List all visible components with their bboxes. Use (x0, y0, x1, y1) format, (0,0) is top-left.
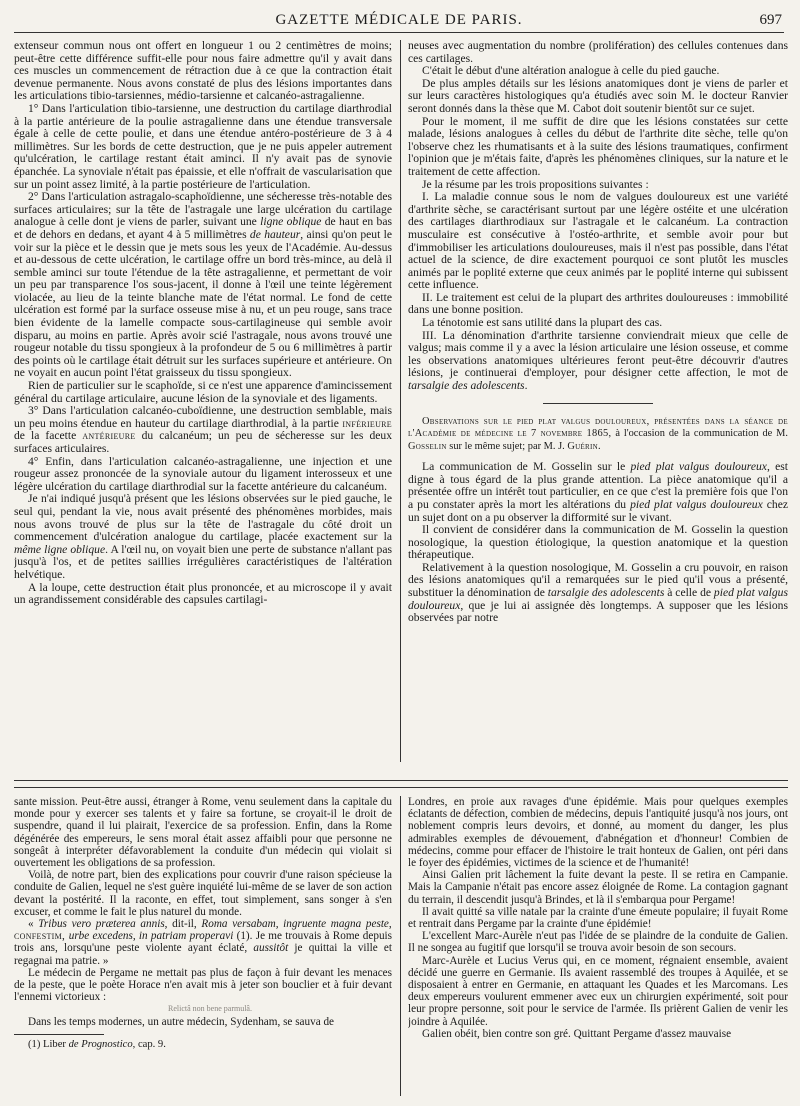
paragraph: I. La maladie connue sous le nom de valgues douloureux est une variété d'arthrite sèche, se caractérisant surtout par une légère ostéite et une ulcération des cartilages diarthrodiaux sur l'astragale et le calcanéum. La contraction musculaire est consécutive à l'ostéo-arthrite, et semble avoir pour but d'immobiliser les articulations douloureuses, mais il n'est pas possible, dans l'état actuel de la science, de dire exactement pourquoi ce sont plutôt les muscles animés par le poplité externe que ceux animés par le poplité interne qui subissent cette influence. (408, 190, 788, 292)
paragraph: A la loupe, cette destruction était plus prononcée, et au microscope il y avait un agrandissement considérable des capsules cartilagi- (14, 580, 392, 607)
paragraph: II. Le traitement est celui de la plupart des arthrites douloureuses : immobilité dans une bonne position. (408, 290, 788, 317)
paragraph: Il avait quitté sa ville natale par la crainte d'une émeute populaire; il fuyait Rome et rentrait dans Pergame par la crainte d'une épidémie! (408, 905, 788, 931)
paragraph: L'excellent Marc-Aurèle n'eut pas l'idée de se plaindre de la conduite de Galien. Il ne songea au fugitif que lorsqu'il se trouva avoir besoin de son secours. (408, 930, 788, 955)
column-divider (400, 40, 401, 762)
paragraph: 2° Dans l'articulation astragalo-scaphoïdienne, une sécheresse très-notable des surfaces articulaires; sur la tête de l'astragale une large ulcération du cartilage analogue à celle dont je viens de parler, suivant une ligne oblique de haut en bas et de dehors en dedans, et ayant 4 à 5 millimètres de hauteur, ainsi qu'on peut le voir sur la pièce et le dessin que je mets sous les yeux de l'Académie. Au-dessus et au-dessous de cette ulcération, le cartilage offre un bord très-mince, au delà il semble aminci sur toute l'étendue de la tête astragalienne, et permettant de voir un peu par transparence l'os sous-jacent, il donne à l'œil une teinte légèrement violacée, au lieu de la teinte blanche mate de l'état normal. Le fond de cette ulcération est formé par la surface osseuse mise à nu, et un peu rouge, sans trace bien évidente de la lamelle compacte sous-cartilagineuse qui semble avoir disparu, au moins en partie. Après avoir scié l'astragale, nous avons trouvé une rougeur notable du tissu spongieux à la profondeur de 5 ou 6 millimètres à partir des points où le cartilage était détruit sur les surfaces supérieure et antérieure. On ne voyait en aucun point l'état graisseux du tissu spongieux. (14, 190, 392, 380)
paragraph: La communication de M. Gosselin sur le pied plat valgus douloureux, est digne à tous égard de la plus grande attention. La pièce anatomique qu'il a présentée offre un intérêt tout particulier, en ce que c'est la première fois que l'on a pu constater après la mort les altérations du pied plat valgus douloureux chez un sujet dont on a pu observer la difformité sur le vivant. (408, 460, 788, 524)
paragraph: Ainsi Galien prit lâchement la fuite devant la peste. Il se retira en Campanie. Mais la Campanie n'était pas encore assez éloignée de Rome. La contagion gagnant du terrain, il descendit jusqu'à Brindes, et là il s'embarqua pour Pergame! (408, 869, 788, 906)
right-column (408, 40, 788, 762)
paragraph: Pour le moment, il me suffit de dire que les lésions constatées sur cette malade, lésions analogues à celles du début de l'arthrite dite sèche, telle qu'on l'observe chez les rhumatisants et à la suite des lésions traumatiques, confirment l'opinion que je m'étais faite, d'après les phénomènes cliniques, sur la nature et le traitement de cette affection. (408, 114, 788, 178)
footnote-rule (14, 1034, 104, 1035)
paragraph: Je n'ai indiqué jusqu'à présent que les lésions observées sur le pied gauche, le seul qui, pendant la vie, nous avait présenté des phénomènes morbides, mais nous avons trouvé de plus sur la tête de l'astragale du côté droit un commencement d'ulcération analogue du cartilage, placée exactement sur la même ligne oblique. A l'œil nu, on voyait bien une perte de substance n'allant pas jusqu'à l'os, et de petites saillies irrégulières caractéristiques de l'altération helvétique. (14, 492, 392, 581)
paragraph: Relativement à la question nosologique, M. Gosselin a cru pouvoir, en raison des lésions anatomiques qu'il a remarquées sur le pied qu'il vous a présenté, substituer la dénomination de tarsalgie des adolescents à celle de pied plat valgus douloureux, que je lui ai assignée dès longtemps. A supposer que les lésions observées par notre (408, 560, 788, 625)
paragraph: neuses avec augmentation du nombre (prolifération) des cellules contenues dans ces cartilages. (408, 40, 788, 65)
paragraph: Rien de particulier sur le scaphoïde, si ce n'est une apparence d'amincissement général du cartilage articulaire, aucune lésion de la synoviale et des ligaments. (14, 379, 392, 405)
paragraph: 3° Dans l'articulation calcanéo-cuboïdienne, une destruction semblable, mais un peu moins étendue en hauteur du cartilage diarthrodial, à la partie inférieure de la facette antérieure du calcanéum; un peu de sécheresse sur les deux surfaces articulaires. (14, 404, 392, 455)
paragraph: 1° Dans l'articulation tibio-tarsienne, une destruction du cartilage diarthrodial à la partie antérieure de la poulie astragalienne dans une étendue transversale égale à celle de cette poulie, et dans une étendue antéro-postérieure de 3 à 4 millimètres. Sur les bords de cette destruction, que je ne puis appeler autrement qu'ulcération, le cartilage restant était aminci. Il n'y avait pas de synovie épanchée. La synoviale n'était pas épaissie, et elle n'offrait de vascularisation que sur un point assez limité, à la partie postérieure de l'articulation. (14, 101, 392, 191)
section-rule (543, 403, 653, 404)
bottom-left-column (14, 796, 392, 1096)
paragraph: C'était le début d'une altération analogue à celle du pied gauche. (422, 64, 720, 78)
paragraph: La ténotomie est sans utilité dans la plupart des cas. (422, 316, 663, 330)
page-header (14, 6, 784, 33)
paragraph: Voilà, de notre part, bien des explications pour couvrir d'une raison spécieuse la conduite de Galien, lequel ne s'est guère inquiété lui-même de se laver de son action devant la postérité. Il la raconte, en effet, tout simplement, sans songer à s'en excuser, et comme le fait le plus naturel du monde. (14, 869, 392, 918)
feuilleton-separator (14, 780, 788, 788)
paragraph: Londres, en proie aux ravages d'une épidémie. Mais pour quelques exemples éclatants de défection, combien de médecins, depuis l'antiquité jusqu'à nos jours, ont noblement compris leurs devoirs, et donné, au moment du danger, les plus admirables exemples de dévouement, d'abnégation et d'honneur! Combien de médecins, comme pour effacer de l'histoire le trait honteux de Galien, ont péri dans le foyer des épidémies, victimes de la science et de l'humanité! (408, 796, 788, 870)
footnote: (1) Liber de Prognostico, cap. 9. (28, 1038, 166, 1050)
paragraph: 4° Enfin, dans l'articulation calcanéo-astragalienne, une injection et une rougeur assez prononcée de la synoviale autour du ligament interosseux et une légère ulcération du cartilage diarthrodial sur la facette antérieure du calcanéum. (14, 454, 392, 493)
page-number: 697 (759, 12, 782, 28)
latin-quote: « Tribus vero præterea annis, dit-il, Roma versabam, ingruente magna peste, confestim, urbe excedens, in patriam properavi (1). Je me trouvais à Rome depuis trois ans, lorsqu'une peste violente ayant éclaté, aussitôt je quittai la ville et regagnai ma patrie. » (14, 918, 392, 967)
column-divider (400, 796, 401, 1096)
paragraph: Il convient de considérer dans la communication de M. Gosselin la question nosologique, la question étiologique, la question anatomique et la question thérapeutique. (408, 523, 788, 562)
bottom-right-column (408, 796, 788, 1096)
paragraph: De plus amples détails sur les lésions anatomiques dont je viens de parler et sur leurs caractères histologiques qu'a étudiés avec soin M. le docteur Ranvier seront donnés dans la thèse que M. Cabot doit soutenir bientôt sur ce sujet. (408, 76, 788, 115)
paragraph: extenseur commun nous ont offert en longueur 1 ou 2 centimètres de moins; peut-être cette différence suffit-elle pour nous faire admettre qu'il y avait dans ces muscles un commencement de rétraction due à ce que la contraction était devenue permanente. Nous avons constaté de plus des lésions importantes dans les articulations tibio-tarsiennes, médio-tarsienne et calcanéo-astragalienne. (14, 40, 392, 103)
left-column (14, 40, 392, 762)
paragraph: III. La dénomination d'arthrite tarsienne conviendrait mieux que celle de valgus; mais comme il y a avec la lésion articulaire une lésion osseuse, et comme les observations anatomiques ultérieures feront peut-être découvrir d'autres lésions, je continuerai d'employer, pour désigner cette affection, le mot de tarsalgie des adolescents. (408, 328, 788, 393)
faded-verse: Relictâ non bene parmulâ. (168, 1004, 252, 1014)
paragraph: sante mission. Peut-être aussi, étranger à Rome, venu seulement dans la capitale du monde pour y exercer ses talents et y faire sa fortune, se croyait-il le droit de suspendre, quand il lui plairait, l'exercice de sa profession. Enfin, dans la Rome dégénérée des empereurs, le sens moral était assez affaibli pour que personne ne songeât à interpréter défavorablement la conduite d'un médecin qui violait si ouvertement les obligations de sa profession. (14, 796, 392, 870)
paragraph: Dans les temps modernes, un autre médecin, Sydenham, se sauva de (28, 1015, 335, 1028)
paragraph: Marc-Aurèle et Lucius Verus qui, en ce moment, régnaient ensemble, avaient décidé une guerre en Germanie. Ils avaient rassemblé des troupes à Aquilée, et se disposaient à entrer en Germanie, en attaquant les Quades et les Marcomans. Les deux empereurs voulurent emmener avec eux un chirurgien expérimenté, soit pour leur propre personne, soit pour le service de l'armée. Ils prièrent Galien de venir les joindre à Aquilée. (408, 954, 788, 1028)
paragraph: Je la résume par les trois propositions suivantes : (422, 177, 649, 191)
journal-title: GAZETTE MÉDICALE DE PARIS. (275, 12, 523, 28)
section-title: Observations sur le pied plat valgus douloureux, présentées dans la séance de l'Académie de médecine le 7 novembre 1865, à l'occasion de la communication de M. Gosselin sur le même sujet; par M. J. Guérin. (408, 415, 788, 452)
paragraph: Galien obéit, bien contre son gré. Quittant Pergame d'assez mauvaise (422, 1027, 732, 1040)
paragraph: Le médecin de Pergame ne mettait pas plus de façon à fuir devant les menaces de la peste, que le poète Horace n'en avait mis à jeter son bouclier et à fuir devant l'ennemi victorieux : (14, 966, 392, 1004)
